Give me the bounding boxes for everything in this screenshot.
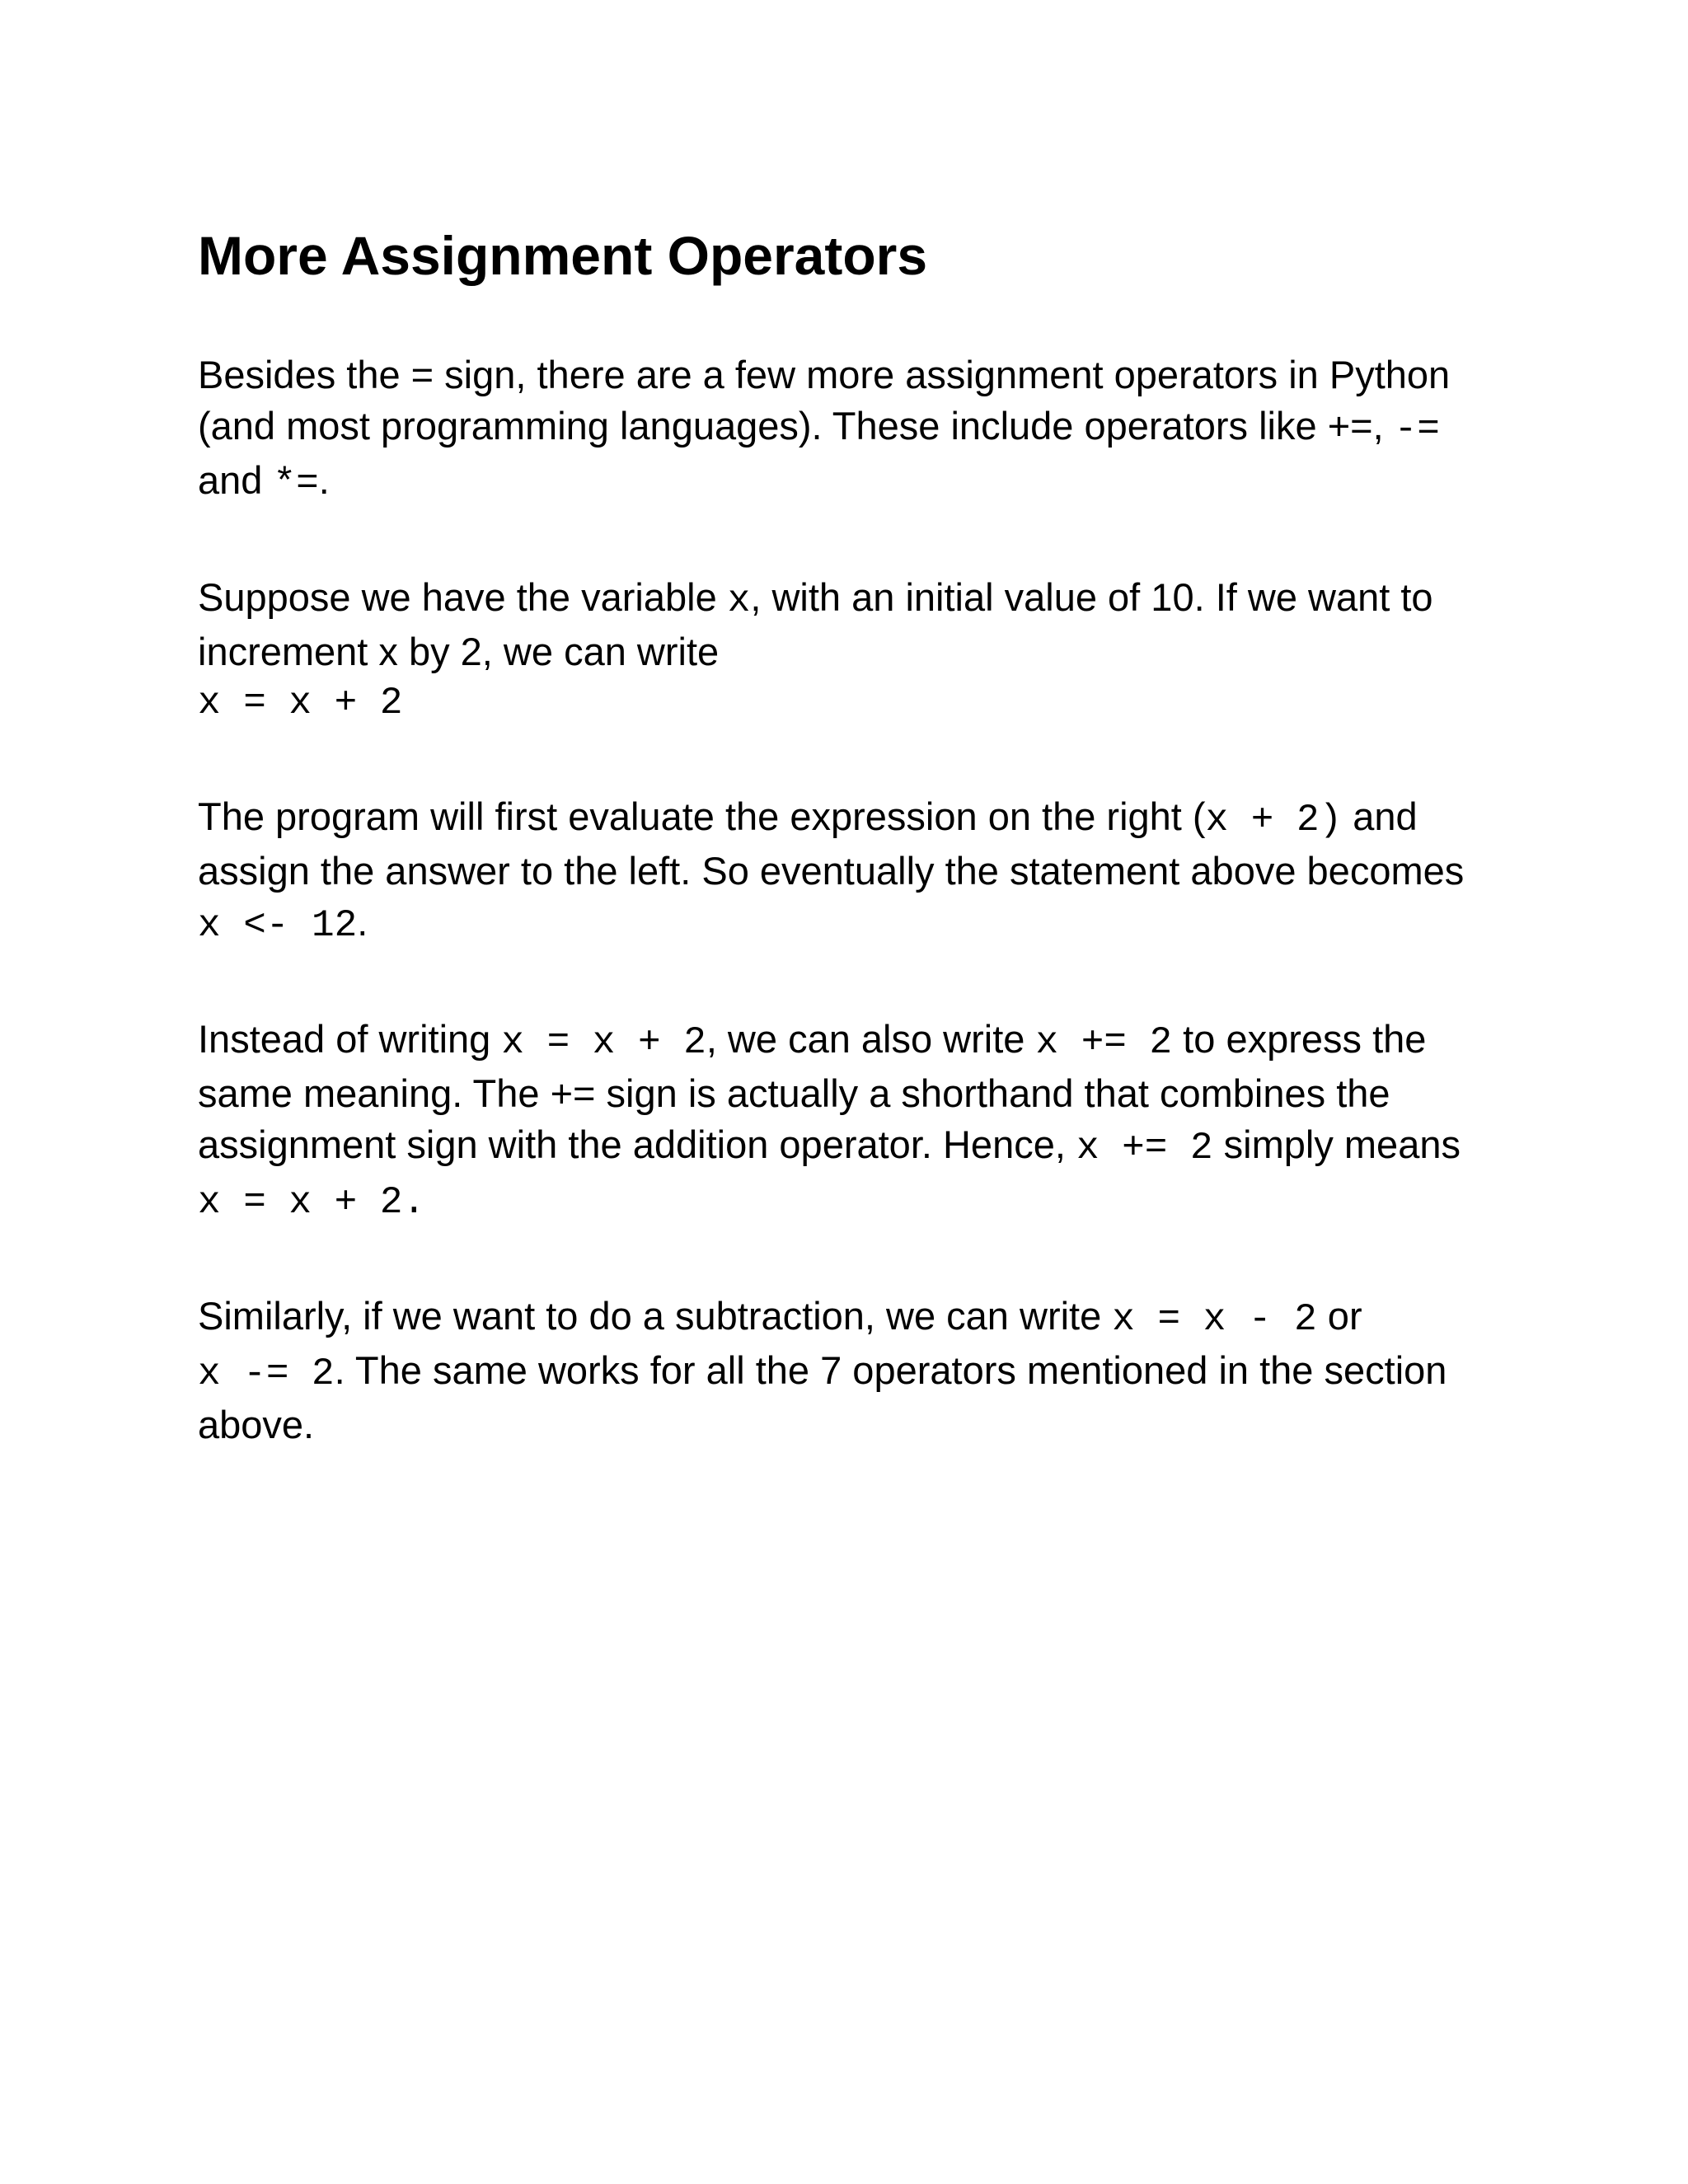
paragraph-subtraction — [198, 1291, 1500, 1451]
inline-code: x -= 2 — [198, 1352, 335, 1395]
inline-code: x = x + 2. — [198, 1181, 426, 1224]
page-title: More Assignment Operators — [198, 225, 928, 286]
paragraph-text: . — [357, 900, 368, 944]
paragraph-text: . — [318, 458, 330, 502]
paragraph-text: Similarly, if we want to do a subtraction, we can write — [198, 1294, 1113, 1338]
inline-code: x += 2 — [1035, 1021, 1173, 1064]
document-page — [198, 223, 1500, 1513]
paragraph-text: , we can also write — [706, 1017, 1036, 1061]
inline-code: x = x - 2 — [1112, 1298, 1317, 1341]
paragraph-text: and — [198, 458, 274, 502]
paragraph-text: The program will first evaluate the expression on the right ( — [198, 794, 1206, 838]
paragraph-evaluation — [198, 791, 1500, 951]
paragraph-text: , with an initial value of 10. If we want to increment x by 2, we can write — [198, 575, 1433, 673]
inline-code: x <- 12 — [198, 904, 358, 947]
paragraph-text: Besides the = sign, there are a few more assignment operators in Python (and most programming languages). These include operators like +=, — [198, 353, 1451, 448]
paragraph-intro — [198, 349, 1500, 509]
paragraph-text: and assign the answer to the left. So eventually the statement above becomes — [198, 794, 1465, 893]
inline-code: *= — [273, 462, 319, 505]
paragraph-increment — [198, 572, 1500, 729]
inline-code: x = x + 2 — [501, 1021, 706, 1064]
paragraph-text: or — [1316, 1294, 1362, 1338]
code-line: x = x + 2 — [198, 682, 403, 724]
inline-code: x — [727, 579, 751, 622]
paragraph-text: Instead of writing — [198, 1017, 502, 1061]
paragraph-shorthand — [198, 1014, 1500, 1228]
paragraph-text: . The same works for all the 7 operators mentioned in the section above. — [198, 1348, 1447, 1446]
paragraph-text: Suppose we have the variable — [198, 575, 728, 619]
inline-code: x + 2) — [1205, 799, 1343, 841]
paragraph-text: simply means — [1212, 1122, 1461, 1166]
paragraph-text: to express the same meaning. The += sign is actually a shorthand that combines the assignment sign with the addition operator. Hence, — [198, 1017, 1427, 1166]
inline-code: x += 2 — [1076, 1127, 1213, 1169]
inline-code: -= — [1394, 408, 1440, 451]
